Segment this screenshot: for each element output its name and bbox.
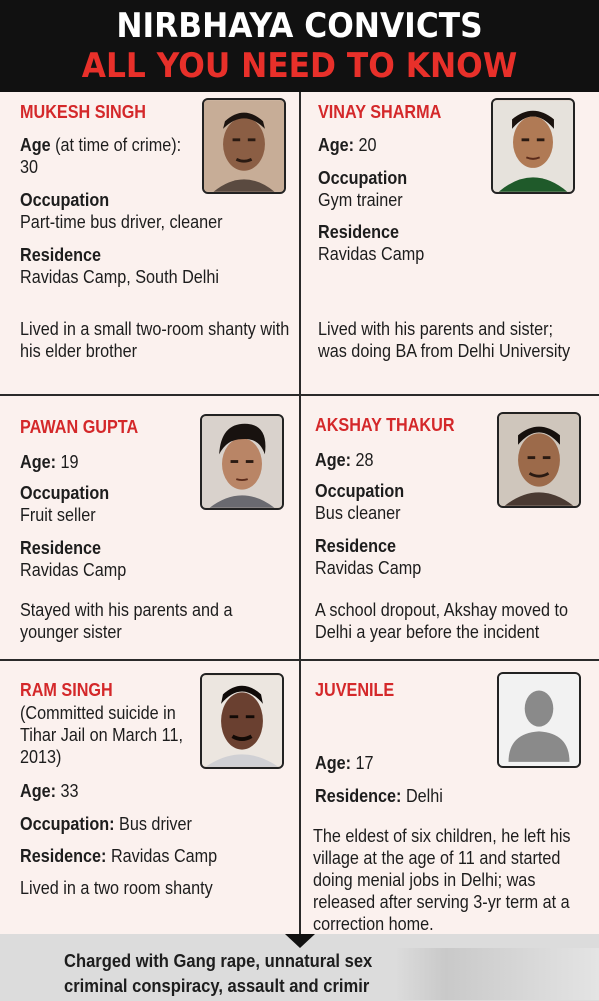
photo-vinay-sharma [491,98,575,194]
convict-occupation: Occupation Part-time bus driver, cleaner [20,190,223,232]
photo-mukesh-singh [202,98,286,194]
convict-occupation: Occupation Gym trainer [318,168,408,210]
photo-ram-singh [200,673,284,769]
card-vinay-sharma [301,92,599,394]
convict-age: Age: 17 [315,753,374,773]
convict-residence: Residence Ravidas Camp [20,538,127,580]
convict-occupation: Occupation: Bus driver [20,814,192,834]
down-arrow-icon [285,934,315,948]
blurred-text-overlay [395,948,599,1000]
photo-akshay-thakur [497,412,581,508]
convicts-grid [0,92,599,934]
header-title: NIRBHAYA CONVICTS [116,6,483,46]
convict-residence: Residence Ravidas Camp [315,536,422,578]
convict-residence: Residence: Delhi [315,786,443,806]
convict-note: Lived in a two room shanty [20,878,213,898]
photo-pawan-gupta [200,414,284,510]
convict-residence: Residence Ravidas Camp, South Delhi [20,245,219,287]
convict-age: Age (at time of crime): 30 [20,135,182,177]
charges-line-1: Charged with Gang rape, unnatural sex [64,951,373,971]
convict-name: PAWAN GUPTA [20,417,139,437]
photo-juvenile-placeholder [497,672,581,768]
portrait-icon [499,414,579,506]
convict-name: JUVENILE [315,680,395,700]
convict-note: Stayed with his parents and a younger sister [20,600,233,642]
convict-name: VINAY SHARMA [318,102,442,122]
portrait-icon [204,100,284,192]
convict-note: The eldest of six children, he left his village at the age of 11 and started doing menial jobs in Delhi; was released after serving 3-yr term at a correction home. [313,826,571,934]
convict-residence: Residence: Ravidas Camp [20,846,218,866]
card-akshay-thakur [301,396,599,659]
convict-name: AKSHAY THAKUR [315,415,455,435]
convict-name: RAM SINGH [20,680,113,700]
portrait-icon [493,100,573,192]
card-ram-singh [0,661,299,934]
card-mukesh-singh [0,92,299,394]
convict-occupation: Occupation Fruit seller [20,483,110,525]
convict-age: Age: 33 [20,781,79,801]
convict-occupation: Occupation Bus cleaner [315,481,405,523]
charges-footer [0,934,599,1001]
convict-age: Age: 28 [315,450,374,470]
card-pawan-gupta [0,396,299,659]
header-subtitle: ALL YOU NEED TO KNOW [81,46,518,86]
charges-line-2: criminal conspiracy, assault and crimir [64,976,370,996]
convict-age: Age: 20 [318,135,377,155]
convict-death-note: (Committed suicide in Tihar Jail on March 11, 2013) [20,703,183,767]
portrait-icon [202,416,282,508]
convict-age: Age: 19 [20,452,79,472]
page-header [0,0,599,92]
card-juvenile [301,661,599,934]
person-silhouette-icon [499,674,579,766]
convict-note: Lived with his parents and sister; was doing BA from Delhi University [318,319,571,361]
portrait-icon [202,675,282,767]
convict-name: MUKESH SINGH [20,102,147,122]
convict-residence: Residence Ravidas Camp [318,222,425,264]
convict-note: Lived in a small two-room shanty with his elder brother [20,319,290,361]
convict-note: A school dropout, Akshay moved to Delhi a year before the incident [315,600,569,642]
